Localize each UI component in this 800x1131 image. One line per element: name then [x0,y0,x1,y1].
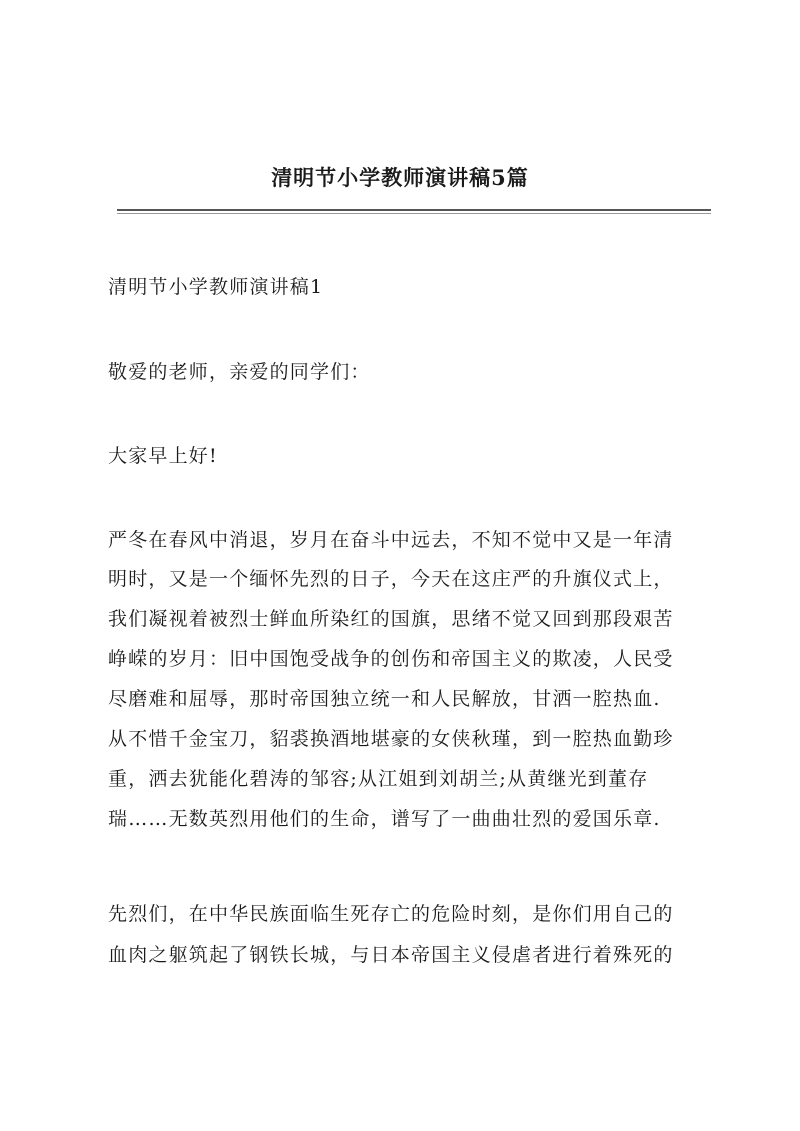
paragraph-1-line-7: 重，洒去犹能化碧涛的邹容;从江姐到刘胡兰;从黄继光到董存 [108,768,649,790]
paragraph-1-line-6: 从不惜千金宝刀，貂裘换酒地堪豪的女侠秋瑾，到一腔热血勤珍 [108,728,674,750]
paragraph-1-line-4: 峥嵘的岁月：旧中国饱受战争的创伤和帝国主义的欺凌，人民受 [108,648,674,670]
greeting: 大家早上好! [108,445,218,467]
title-divider-thin [117,213,711,214]
paragraph-1-line-5: 尽磨难和屈辱，那时帝国独立统一和人民解放，甘洒一腔热血. [108,688,661,710]
paragraph-1-line-2: 明时，又是一个缅怀先烈的日子，今天在这庄严的升旗仪式上， [108,568,674,590]
paragraph-1-line-3: 我们凝视着被烈士鲜血所染红的国旗，思绪不觉又回到那段艰苦 [108,608,674,630]
paragraph-1-line-1: 严冬在春风中消退，岁月在奋斗中远去，不知不觉中又是一年清 [108,529,674,551]
title-divider [117,209,711,211]
paragraph-1-line-8: 瑞……无数英烈用他们的生命，谱写了一曲曲壮烈的爱国乐章. [108,808,661,830]
salutation: 敬爱的老师，亲爱的同学们： [108,361,371,383]
document-title: 清明节小学教师演讲稿5篇 [271,165,529,190]
paragraph-2-line-2: 血肉之躯筑起了钢铁长城，与日本帝国主义侵虐者进行着殊死的 [108,944,674,966]
section-heading: 清明节小学教师演讲稿1 [108,276,324,298]
paragraph-2-line-1: 先烈们，在中华民族面临生死存亡的危险时刻，是你们用自己的 [108,903,674,925]
